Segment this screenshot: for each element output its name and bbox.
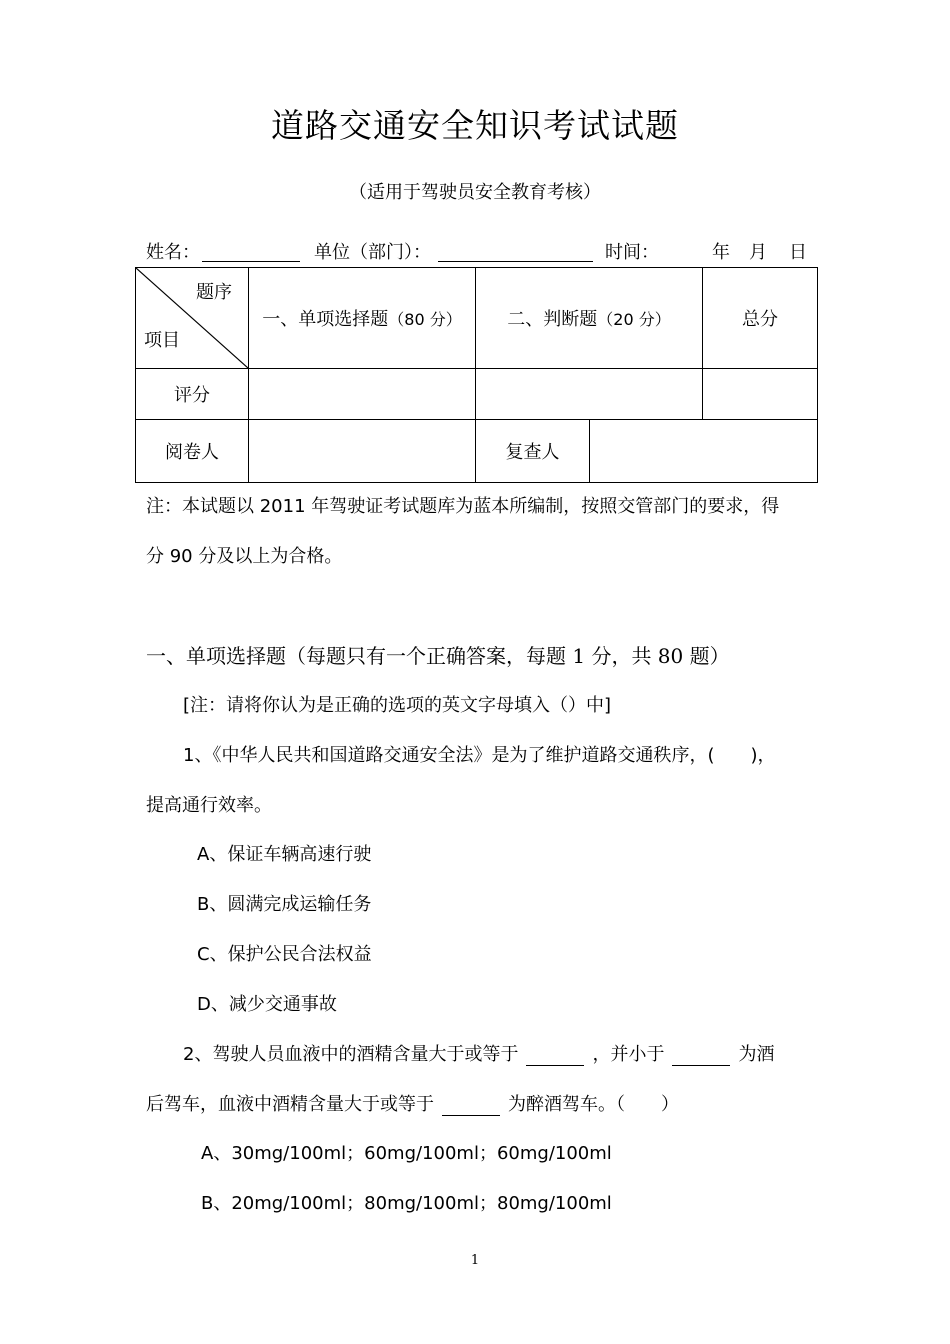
question-1-line-1: 1、《中华人民共和国道路交通安全法》是为了维护道路交通秩序，( )， <box>183 745 776 766</box>
header-order-label: 题序 <box>196 282 232 303</box>
score-cell-total[interactable] <box>703 369 818 420</box>
blank-1[interactable] <box>526 1047 584 1066</box>
note-line-1: 注：本试题以 2011 年驾驶证考试题库为蓝本所编制，按照交管部门的要求，得 <box>146 496 780 517</box>
name-field[interactable] <box>202 261 300 262</box>
checker-cell[interactable] <box>590 420 818 483</box>
score-table <box>135 267 818 483</box>
name-label: 姓名： <box>146 242 200 263</box>
section-1-title: 一、单项选择题（每题只有一个正确答案，每题 1 分，共 80 题） <box>146 644 730 668</box>
question-1-option-b[interactable]: B、圆满完成运输任务 <box>197 894 372 915</box>
year-label: 年 <box>712 242 730 263</box>
score-cell-1[interactable] <box>249 369 476 420</box>
question-2-option-b[interactable]: B、20mg/100ml；80mg/100ml；80mg/100ml <box>201 1193 612 1214</box>
reader-cell[interactable] <box>249 420 476 483</box>
question-2-option-a[interactable]: A、30mg/100ml；60mg/100ml；60mg/100ml <box>201 1143 612 1164</box>
question-1-line-2: 提高通行效率。 <box>146 795 272 816</box>
table-header-diagonal-cell <box>136 268 249 369</box>
question-1-option-c[interactable]: C、保护公民合法权益 <box>197 944 372 965</box>
col-single-choice: 一、单项选择题（80 分） <box>249 268 476 369</box>
col-total: 总分 <box>703 268 818 369</box>
blank-3[interactable] <box>442 1097 500 1116</box>
question-1-option-a[interactable]: A、保证车辆高速行驶 <box>197 844 372 865</box>
document-subtitle: （适用于驾驶员安全教育考核） <box>349 182 601 203</box>
document-title: 道路交通安全知识考试试题 <box>271 106 679 145</box>
row-checker-label: 复查人 <box>476 420 590 483</box>
question-2-line-2: 后驾车，血液中酒精含量大于或等于 为醉酒驾车。（ ） <box>146 1094 679 1115</box>
col-true-false: 二、判断题（20 分） <box>476 268 703 369</box>
question-1-option-d[interactable]: D、减少交通事故 <box>197 994 337 1015</box>
unit-field[interactable] <box>438 261 593 262</box>
row-score-label: 评分 <box>136 369 249 420</box>
score-cell-2[interactable] <box>476 369 703 420</box>
page-number: 1 <box>470 1253 480 1268</box>
time-label: 时间： <box>605 242 659 263</box>
note-line-2: 分 90 分及以上为合格。 <box>146 546 343 567</box>
day-label: 日 <box>789 242 807 263</box>
instruction-text: [注：请将你认为是正确的选项的英文字母填入（）中] <box>183 695 612 716</box>
blank-2[interactable] <box>672 1047 730 1066</box>
unit-label: 单位（部门）： <box>314 242 431 263</box>
month-label: 月 <box>749 242 767 263</box>
row-reader-label: 阅卷人 <box>136 420 249 483</box>
question-2-line-1: 2、驾驶人员血液中的酒精含量大于或等于 ，并小于 为酒 <box>183 1044 775 1065</box>
header-item-label: 项目 <box>144 330 180 351</box>
